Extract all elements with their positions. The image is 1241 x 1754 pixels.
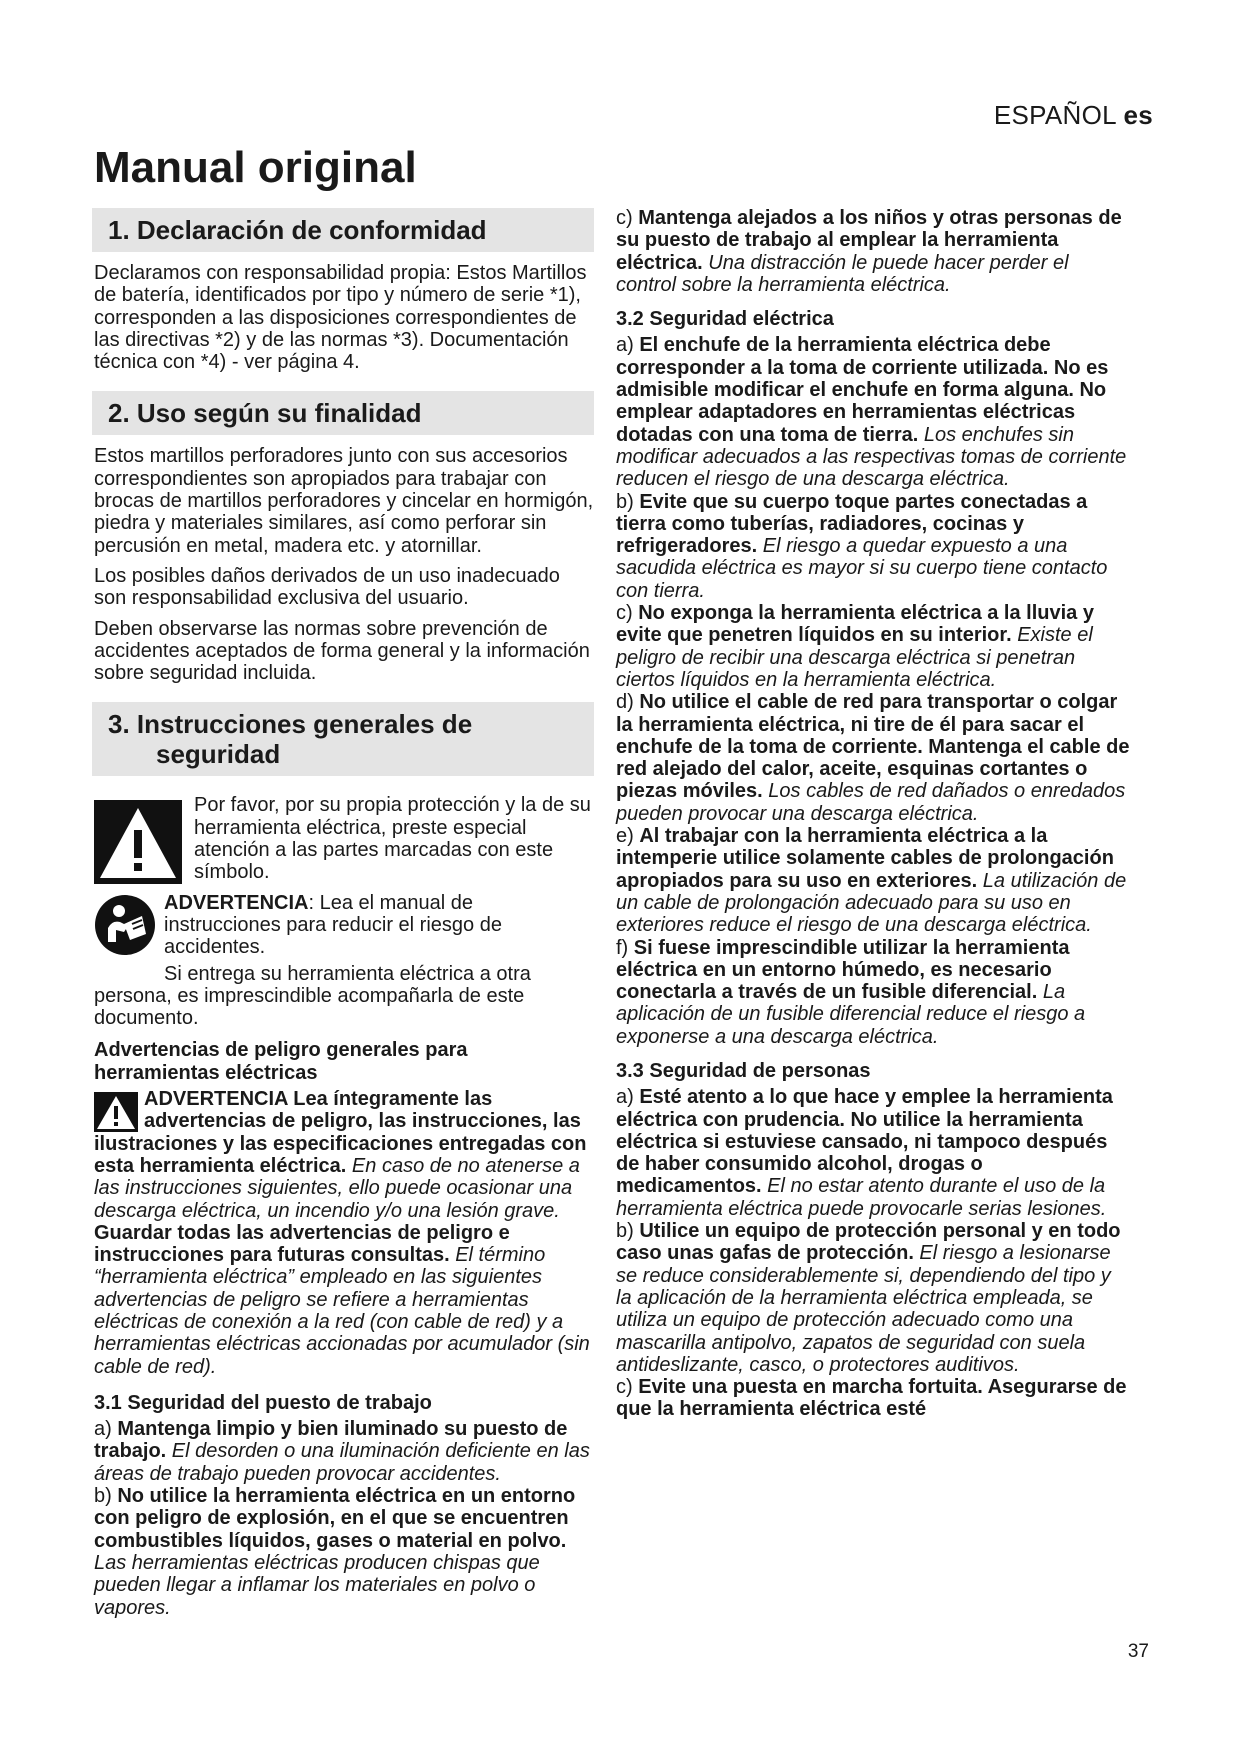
section-2-heading: 2. Uso según su finalidad — [92, 391, 594, 435]
section-1-body: Declaramos con responsabilidad propia: Estos Martillos de batería, identificados por tipo y número de serie *1), corresponden a las disposiciones correspondientes de las directivas *2) y de las normas *3). Documentación técnica con *4) - ver página 4. — [94, 262, 587, 374]
section-2-paragraph-2: Los posibles daños derivados de un uso inadecuado son responsabilidad exclusiva del usuario. — [94, 564, 560, 610]
section-2-paragraph-3: Deben observarse las normas sobre prevención de accidentes aceptados de forma general y la información sobre seguridad incluida. — [94, 617, 590, 685]
section-3-2-item-f: f) Si fuese imprescindible utilizar la herramienta eléctrica en un entorno húmedo, es necesario conectarla a través de un fusible diferencial. La aplicación de un fusible diferencial reduce el riesgo a exponerse a una descarga eléctrica. — [616, 936, 1086, 1048]
left-column — [94, 208, 594, 1619]
section-2-paragraph-1: Estos martillos perforadores junto con sus accesorios correspondientes son apropiados para trabajar con brocas de martillos perforadores y cincelar en hormigón, piedra y materiales similares, así como perforar sin percusión en metal, madera etc. y atornillar. — [94, 445, 594, 557]
section-3-heading — [92, 702, 594, 776]
read-manual-icon — [94, 894, 156, 956]
right-column — [616, 207, 1130, 1421]
section-3-2-heading: 3.2 Seguridad eléctrica — [616, 308, 834, 331]
section-3-3-item-a: a) Esté atento a lo que hace y emplee la herramienta eléctrica con prudencia. No utilice la herramienta eléctrica si estuviese cansado, ni tampoco después de haber consumido alcohol, drogas o medicamentos. El no estar atento durante el uso de la herramienta eléctrica puede provocarle serias lesiones. — [616, 1086, 1113, 1220]
warning-triangle-icon — [94, 800, 182, 884]
section-3-1-item-c: c) Mantenga alejados a los niños y otras personas de su puesto de trabajo al emplear la herramienta eléctrica. Una distracción le puede hacer perder el control sobre la herramienta eléctrica. — [616, 207, 1122, 296]
keep-instructions: Guardar todas las advertencias de peligro e instrucciones para futuras consultas. El término “herramienta eléctrica” empleado en las siguientes advertencias de peligro se refiere a herramientas eléctricas de conexión a la red (con cable de red) y a herramientas eléctricas accionadas por acumulador (sin cable de red). — [94, 1221, 590, 1378]
section-3-1-item-a: a) Mantenga limpio y bien iluminado su puesto de trabajo. El desorden o una iluminación deficiente en las áreas de trabajo pueden provocar accidentes. — [94, 1418, 590, 1485]
section-3-2-item-d: d) No utilice el cable de red para transportar o colgar la herramienta eléctrica, ni tire de él para sacar el enchufe de la toma de corriente. Mantenga el cable de red alejado del calor, aceite, esquinas cortantes o piezas móviles. Los cables de red dañados o enredados pueden provocar una descarga eléctrica. — [616, 691, 1130, 825]
section-1-heading: 1. Declaración de conformidad — [92, 208, 594, 252]
section-3-1-heading: 3.1 Seguridad del puesto de trabajo — [94, 1391, 432, 1414]
page-number: 37 — [1127, 1641, 1149, 1662]
language-header — [994, 100, 1153, 131]
section-3-3-heading: 3.3 Seguridad de personas — [616, 1059, 871, 1082]
language-name: ESPAÑOL — [993, 100, 1116, 130]
section-3-2-item-a: a) El enchufe de la herramienta eléctrica debe corresponder a la toma de corriente utilizada. No es admisible modificar el enchufe en forma alguna. No emplear adaptadores en herramientas eléctricas dotadas con una toma de tierra. Los enchufes sin modificar adecuados a las respectivas tomas de corriente reducen el riesgo de una descarga eléctrica. — [616, 334, 1127, 491]
page-title: Manual original — [94, 143, 417, 192]
section-3-2-item-e: e) Al trabajar con la herramienta eléctrica a la intemperie utilice solamente cables de prolongación apropiados para su uso en exteriores. La utilización de un cable de prolongación adecuado para su uso en exteriores reduce el riesgo de una descarga eléctrica. — [616, 825, 1127, 937]
general-warning-italic: En caso de no atenerse a las instrucciones siguientes, ello puede ocasionar una descarga eléctrica, un incendio y/o una lesión grave. — [94, 1154, 580, 1222]
section-3-1-item-b: b) No utilice la herramienta eléctrica en un entorno con peligro de explosión, en el que se encuentren combustibles líquidos, gases o material en polvo. Las herramientas eléctricas producen chispas que pueden llegar a inflamar los materiales en polvo o vapores. — [94, 1485, 576, 1619]
warning-symbol-note — [94, 794, 594, 883]
read-manual-warning — [94, 892, 594, 1030]
read-manual-label: ADVERTENCIA — [164, 891, 309, 914]
section-3-heading-line-2: seguridad — [156, 739, 281, 770]
handover-text: Si entrega su herramienta eléctrica a otra persona, es imprescindible acompañarla de este documento. — [94, 962, 531, 1030]
warning-symbol-text: Por favor, por su propia protección y la de su herramienta eléctrica, preste especial atención a las partes marcadas con este símbolo. — [194, 794, 591, 884]
general-warning-bold: ADVERTENCIA Lea íntegramente las advertencias de peligro, las instrucciones, las ilustraciones y las especificaciones entregadas con esta herramienta eléctrica. — [94, 1088, 587, 1177]
section-3-heading-line-1: 3. Instrucciones generales de — [108, 709, 473, 740]
section-3-3-item-c: c) Evite una puesta en marcha fortuita. Asegurarse de que la herramienta eléctrica esté — [616, 1376, 1127, 1421]
general-warning-block — [94, 1088, 594, 1222]
section-3-3-item-b: b) Utilice un equipo de protección personal y en todo caso unas gafas de protección. El riesgo a lesionarse se reduce considerablemente si, dependiendo del tipo y la aplicación de la herramienta eléctrica empleada, se utiliza un equipo de protección adecuado como una mascarilla antipolvo, zapatos de seguridad con suela antideslizante, casco, o protectores auditivos. — [616, 1220, 1121, 1376]
language-code: es — [1123, 100, 1153, 130]
read-manual-text: ADVERTENCIA: Lea el manual de instrucciones para reducir el riesgo de accidentes. — [164, 891, 502, 959]
section-3-2-item-c: c) No exponga la herramienta eléctrica a la lluvia y evite que penetren líquidos en su interior. Existe el peligro de recibir una descarga eléctrica si penetran ciertos líquidos en la herramienta eléctrica. — [616, 602, 1094, 691]
small-warning-icon — [94, 1092, 138, 1132]
general-warnings-heading: Advertencias de peligro generales para herramientas eléctricas — [94, 1039, 468, 1084]
section-3-2-item-b: b) Evite que su cuerpo toque partes conectadas a tierra como tuberías, radiadores, cocinas y refrigeradores. El riesgo a quedar expuesto a una sacudida eléctrica es mayor si su cuerpo tiene contacto con tierra. — [616, 490, 1108, 602]
